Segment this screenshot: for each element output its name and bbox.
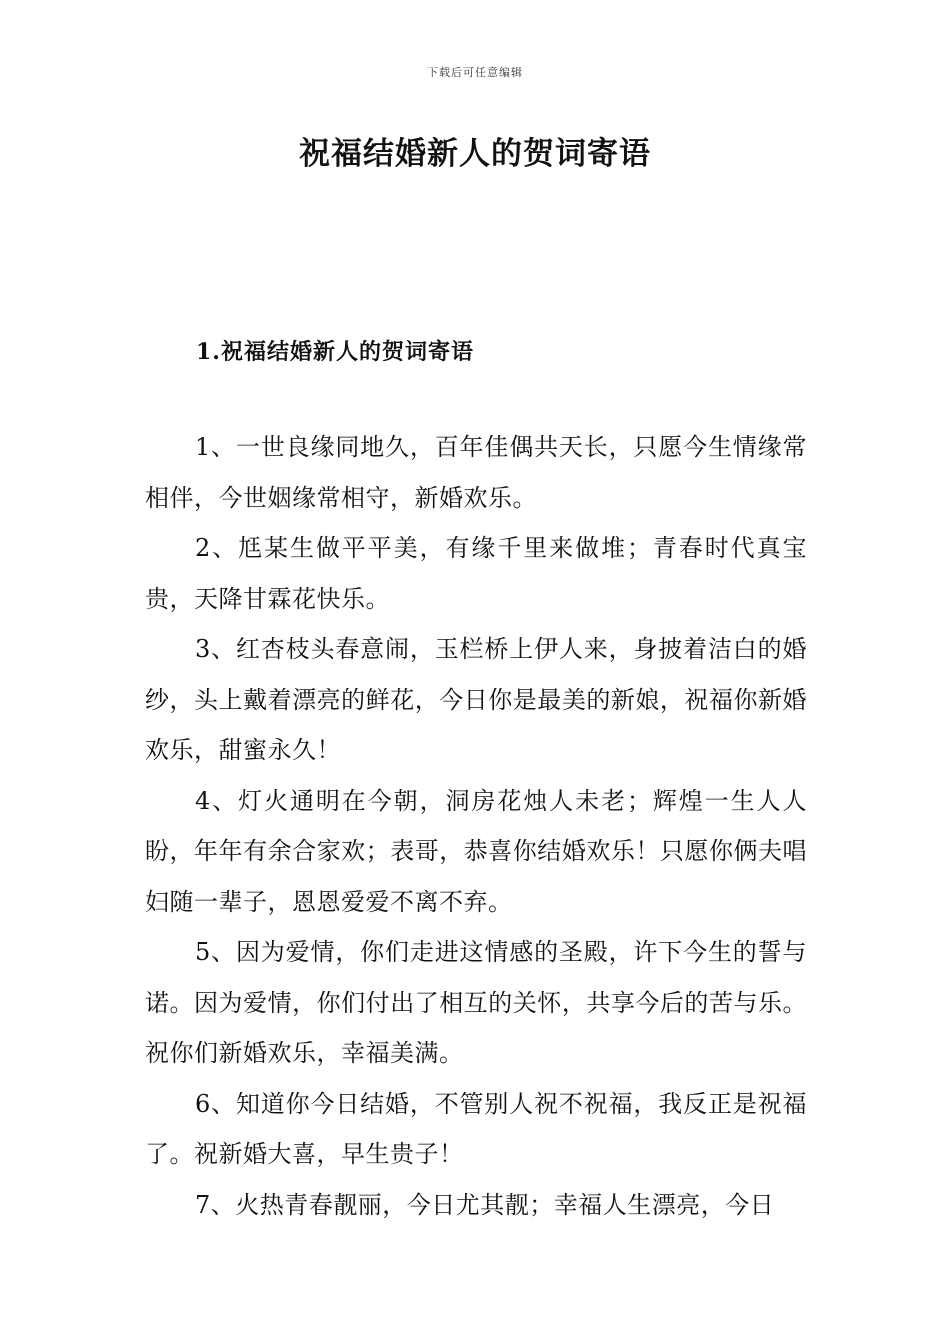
- paragraph-2: 2、尪某生做平平美，有缘千里来做堆；青春时代真宝贵，天降甘霖花快乐。: [145, 534, 807, 613]
- paragraph-6: 6、知道你今日结婚，不管别人祝不祝福，我反正是祝福了。祝新婚大喜，早生贵子！: [145, 1089, 807, 1168]
- paragraph-1: 1、一世良缘同地久，百年佳偶共天长，只愿今生情缘常相伴，今世姻缘常相守，新婚欢乐。: [145, 433, 807, 512]
- section-heading: 1.祝福结婚新人的贺词寄语: [196, 339, 474, 365]
- paragraph-3: 3、红杏枝头春意闹，玉栏桥上伊人来，身披着洁白的婚纱，头上戴着漂亮的鲜花，今日你是最美的新娘，祝福你新婚欢乐，甜蜜永久！: [145, 635, 807, 764]
- paragraph-7: 7、火热青春靓丽，今日尤其靓；幸福人生漂亮，今日: [195, 1190, 775, 1219]
- document-body: [145, 422, 807, 1230]
- page-header-note: 下载后可任意编辑: [427, 66, 523, 79]
- paragraph-5: 5、因为爱情，你们走进这情感的圣殿，许下今生的誓与诺。因为爱情，你们付出了相互的关怀，共享今后的苦与乐。祝你们新婚欢乐，幸福美满。: [145, 938, 807, 1067]
- document-title: 祝福结婚新人的贺词寄语: [299, 136, 651, 172]
- paragraph-4: 4、灯火通明在今朝，洞房花烛人未老；辉煌一生人人盼，年年有余合家欢；表哥，恭喜你结婚欢乐！只愿你俩夫唱妇随一辈子，恩恩爱爱不离不弃。: [145, 786, 807, 916]
